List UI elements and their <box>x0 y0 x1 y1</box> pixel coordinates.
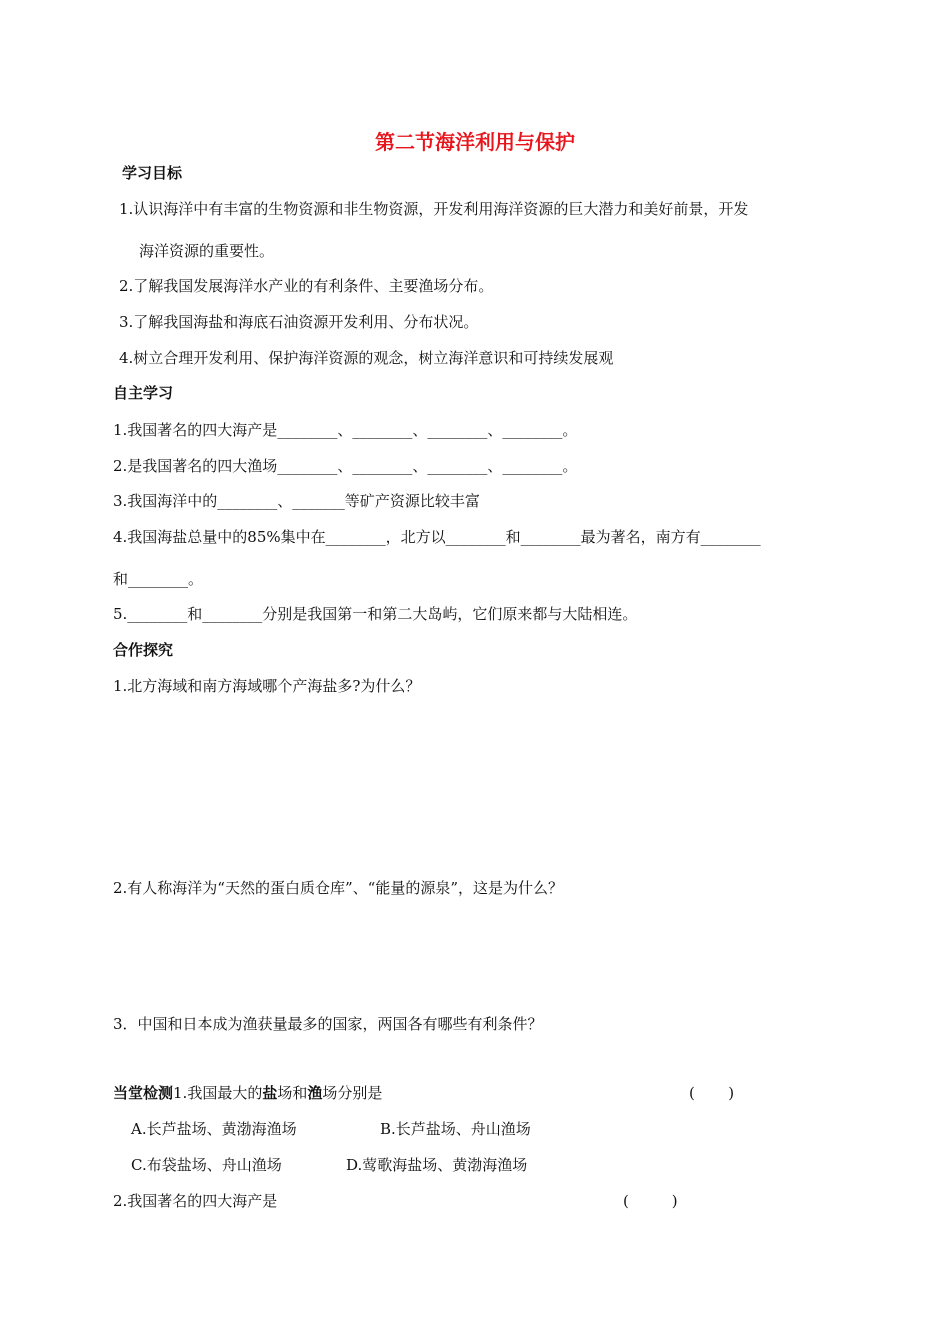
objective-item: 4.树立合理开发利用、保护海洋资源的观念，树立海洋意识和可持续发展观 <box>119 349 614 367</box>
self-study-item: 2.是我国著名的四大渔场________、________、________、________。 <box>113 457 578 475</box>
quiz-q1-text: 场和 <box>277 1084 308 1102</box>
objective-item: 2.了解我国发展海洋水产业的有利条件、主要渔场分布。 <box>119 277 494 295</box>
quiz-q1-text: 1.我国最大的 <box>173 1084 263 1102</box>
self-study-item: 5.________和________分别是我国第一和第二大岛屿，它们原来都与大陆相连。 <box>113 605 638 623</box>
answer-paren: ( ) <box>623 1192 678 1210</box>
quiz-q1-emphasis: 渔 <box>307 1084 323 1102</box>
option-a: A.长芦盐场、黄渤海渔场 <box>131 1120 297 1138</box>
self-study-item: 1.我国著名的四大海产是________、________、________、________。 <box>113 421 578 439</box>
page-title: 第二节海洋利用与保护 <box>375 130 575 154</box>
objectives-heading: 学习目标 <box>122 164 183 182</box>
objective-item: 海洋资源的重要性。 <box>139 242 275 260</box>
option-c: C.布袋盐场、舟山渔场 <box>131 1156 282 1174</box>
objective-item: 3.了解我国海盐和海底石油资源开发利用、分布状况。 <box>119 313 479 331</box>
answer-paren: ( ) <box>689 1084 735 1102</box>
quiz-question-2: 2.我国著名的四大海产是 <box>113 1192 278 1210</box>
cooperation-question: 2.有人称海洋为“天然的蛋白质仓库”、“能量的源泉”，这是为什么？ <box>113 879 563 897</box>
cooperation-question: 3．中国和日本成为渔获量最多的国家，两国各有哪些有利条件？ <box>113 1015 543 1033</box>
cooperation-question: 1.北方海域和南方海域哪个产海盐多?为什么？ <box>113 677 421 695</box>
self-study-item: 和________。 <box>113 570 204 588</box>
quiz-heading: 当堂检测 <box>113 1084 174 1102</box>
option-d: D.莺歌海盐场、黄渤海渔场 <box>346 1156 528 1174</box>
self-study-item: 4.我国海盐总量中的85%集中在________，北方以________和________最为著名，南方有________ <box>113 528 761 546</box>
objective-item: 1.认识海洋中有丰富的生物资源和非生物资源，开发利用海洋资源的巨大潜力和美好前景，开发 <box>119 200 749 218</box>
option-b: B.长芦盐场、舟山渔场 <box>380 1120 531 1138</box>
cooperation-heading: 合作探究 <box>113 641 174 659</box>
self-study-item: 3.我国海洋中的________、_______等矿产资源比较丰富 <box>113 492 480 510</box>
quiz-q1-text: 场分别是 <box>322 1084 383 1102</box>
self-study-heading: 自主学习 <box>113 384 174 402</box>
quiz-q1-emphasis: 盐 <box>262 1084 278 1102</box>
quiz-question-1 <box>113 1083 382 1103</box>
